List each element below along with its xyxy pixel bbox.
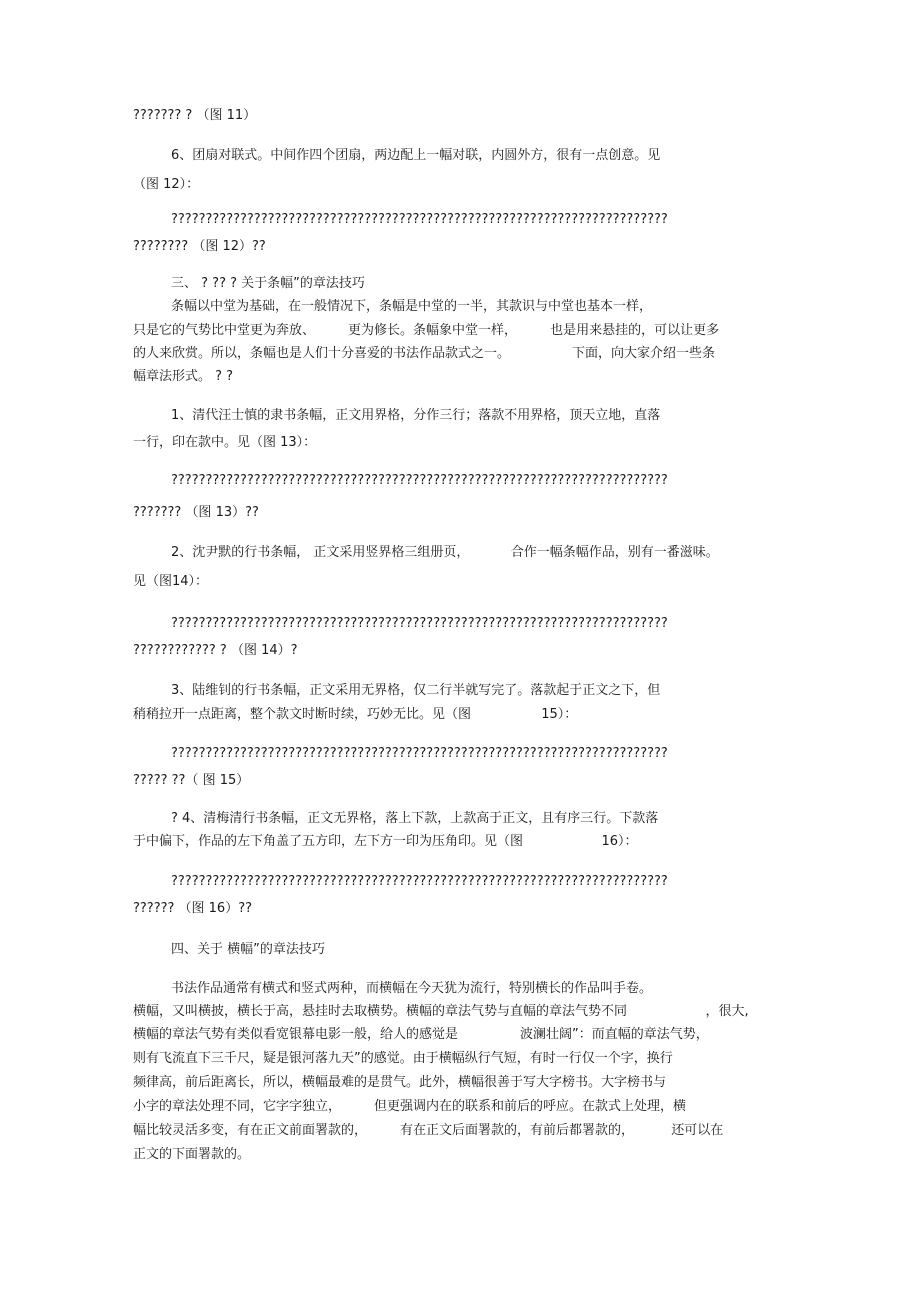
- paragraph-line: 条幅以中堂为基础，在一般情况下，条幅是中堂的一半，其款识与中堂也基本一样，: [171, 299, 653, 314]
- placeholder-line: ????????????????????????????????????????????????????????????????????????: [171, 212, 668, 227]
- caption-fig-16: ?????? （图 16）??: [133, 901, 253, 916]
- paragraph-line: 2、沈尹默的行书条幅， 正文采用竖界格三组册页， 合作一幅条幅作品，别有一番滋味。: [171, 545, 719, 560]
- caption-fig-14: ???????????? ? （图 14）?: [133, 643, 298, 658]
- paragraph-line: 频律高，前后距离长，所以，横幅最难的是贯气。此外，横幅很善于写大字榜书。大字榜书与: [133, 1075, 667, 1090]
- paragraph-line: 只是它的气势比中堂更为奔放、 更为修长。条幅象中堂一样， 也是用来悬挂的，可以让更多: [133, 323, 720, 338]
- paragraph-line: （图 12）：: [133, 177, 200, 192]
- placeholder-line: ????????????????????????????????????????????????????????????????????????: [171, 874, 668, 889]
- caption-fig-13: ??????? （图 13）??: [133, 505, 259, 520]
- paragraph-line: 横幅，又叫横披，横长于高，悬挂时去取横势。横幅的章法气势与直幅的章法气势不同 ，很大,: [133, 1004, 749, 1019]
- section-heading-4: 四、关于 横幅”的章法技巧: [171, 942, 325, 957]
- caption-fig-15: ????? ??（ 图 15）: [133, 773, 250, 788]
- paragraph-line: 的人来欣赏。所以，条幅也是人们十分喜爱的书法作品款式之一。 下面，向大家介绍一些条: [133, 346, 715, 361]
- paragraph-line: 书法作品通常有横式和竖式两种，而横幅在今天犹为流行，特别横长的作品叫手卷。: [171, 981, 653, 996]
- paragraph-line: 一行，印在款中。见（图 13）：: [133, 435, 317, 450]
- paragraph-line: 则有飞流直下三千尺，疑是银河落九天”的感觉。由于横幅纵行气短，有时一行仅一个字，换行: [133, 1051, 673, 1066]
- section-heading-3: 三、 ? ?? ? 关于条幅”的章法技巧: [171, 276, 365, 291]
- paragraph-line: 小字的章法处理不同，它字字独立， 但更强调内在的联系和前后的呼应。在款式上处理，横: [133, 1099, 687, 1114]
- placeholder-line: ????????????????????????????????????????????????????????????????????????: [171, 473, 668, 488]
- caption-fig-12: ???????? （图 12）??: [133, 239, 266, 254]
- paragraph-line: 1、清代汪士慎的隶书条幅，正文用界格，分作三行；落款不用界格，顶天立地，直落: [171, 408, 661, 423]
- paragraph-line: 稍稍拉开一点距离，整个款文时断时续，巧妙无比。见（图 15）：: [133, 707, 578, 722]
- paragraph-line: 幅章法形式。 ? ?: [133, 369, 234, 384]
- paragraph-line: 幅比较灵活多变，有在正文前面署款的， 有在正文后面署款的，有前后都署款的， 还可以在: [133, 1123, 724, 1138]
- caption-fig-11: ??????? ? （图 11）: [133, 108, 257, 123]
- paragraph-line: 于中偏下，作品的左下角盖了五方印，左下方一印为压角印。见（图 16）：: [133, 834, 638, 849]
- paragraph-line: 3、陆维钊的行书条幅，正文采用无界格，仅二行半就写完了。落款起于正文之下，但: [171, 683, 661, 698]
- placeholder-line: ????????????????????????????????????????????????????????????????????????: [171, 746, 668, 761]
- paragraph-line: 见（图14）：: [133, 574, 209, 589]
- paragraph-line: 横幅的章法气势有类似看宽银幕电影一般，给人的感觉是 波澜壮阔”：而直幅的章法气势，: [133, 1027, 709, 1042]
- paragraph-line: 6、团扇对联式。中间作四个团扇，两边配上一幅对联，内圆外方，很有一点创意。见: [171, 148, 661, 163]
- placeholder-line: ????????????????????????????????????????????????????????????????????????: [171, 616, 668, 631]
- paragraph-line: ? 4、清梅清行书条幅，正文无界格，落上下款，上款高于正文，且有序三行。下款落: [171, 811, 659, 826]
- paragraph-line: 正文的下面署款的。: [133, 1147, 251, 1162]
